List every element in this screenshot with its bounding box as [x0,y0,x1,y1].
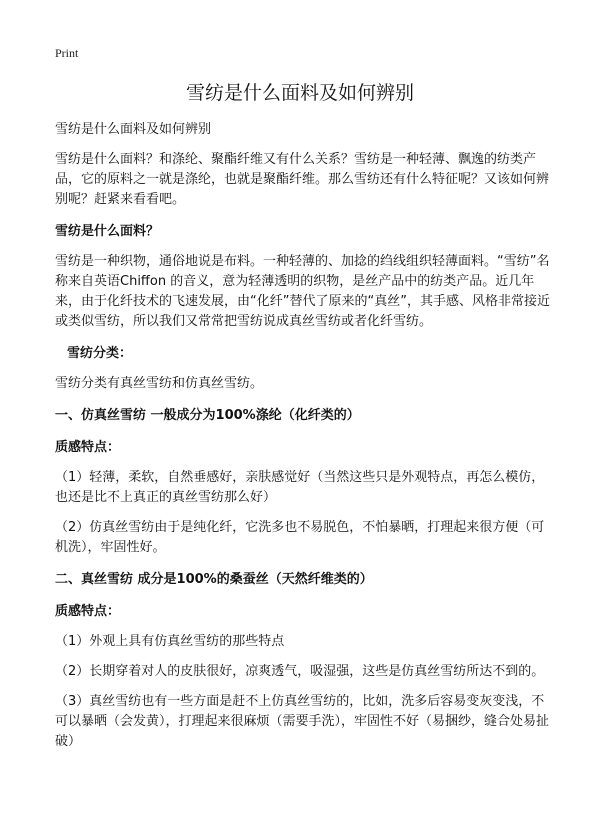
feature-point: （1）外观上具有仿真丝雪纺的那些特点 [55,634,285,649]
article-subtitle: 雪纺是什么面料及如何辨别 [55,122,212,137]
page-title: 雪纺是什么面料及如何辨别 [185,82,414,104]
intro-paragraph: 雪纺是什么面料？和涤纶、聚酯纤维又有什么关系？雪纺是一种轻薄、飘逸的纺类产品，它的原料之一就是涤纶，也就是聚酯纤维。那么雪纺还有什么特征呢？又该如何辨别呢？赶紧来看看吧。 [55,152,550,207]
features-heading-real-silk: 质感特点： [55,604,121,619]
feature-point: （2）仿真丝雪纺由于是纯化纤，它洗多也不易脱色，不怕暴晒，打理起来很方便（可机洗），牢固性好。 [55,520,545,555]
print-link[interactable]: Print [55,46,79,60]
section-paragraph-what-is: 雪纺是一种织物，通俗地说是布料。一种轻薄的、加捻的绉线组织轻薄面料。“雪纺”名称来自英语Chiffon 的音义，意为轻薄透明的织物，是丝产品中的纺类产品。近几年来，由于化纤技术的飞速发展，由“化纤”替代了原来的“真丝”，其手感、风格非常接近或类似雪纺，所以我们又常常把雪纺说成真丝雪纺或者化纤雪纺。 [55,254,550,329]
features-heading-imitation-silk: 质感特点： [55,440,121,455]
feature-point: （3）真丝雪纺也有一些方面是赶不上仿真丝雪纺的，比如，洗多后容易变灰变浅，不可以暴晒（会发黄），打理起来很麻烦（需要手洗），牢固性不好（易捆纱，缝合处易扯破） [55,694,550,749]
section-heading-classification: 雪纺分类： [67,346,133,361]
feature-point: （1）轻薄，柔软，自然垂感好，亲肤感觉好（当然这些只是外观特点，再怎么模仿，也还是比不上真正的真丝雪纺那么好） [55,470,545,505]
section-heading-what-is: 雪纺是什么面料？ [55,224,160,239]
section-paragraph-classification: 雪纺分类有真丝雪纺和仿真丝雪纺。 [55,376,264,391]
article-body [55,120,555,752]
type-heading-real-silk: 二、真丝雪纺 成分是100%的桑蚕丝（天然纤维类的） [55,572,373,587]
feature-point: （2）长期穿着对人的皮肤很好，凉爽透气，吸湿强，这些是仿真丝雪纺所达不到的。 [55,664,545,679]
type-heading-imitation-silk: 一、仿真丝雪纺 一般成分为100%涤纶（化纤类的） [55,408,360,423]
